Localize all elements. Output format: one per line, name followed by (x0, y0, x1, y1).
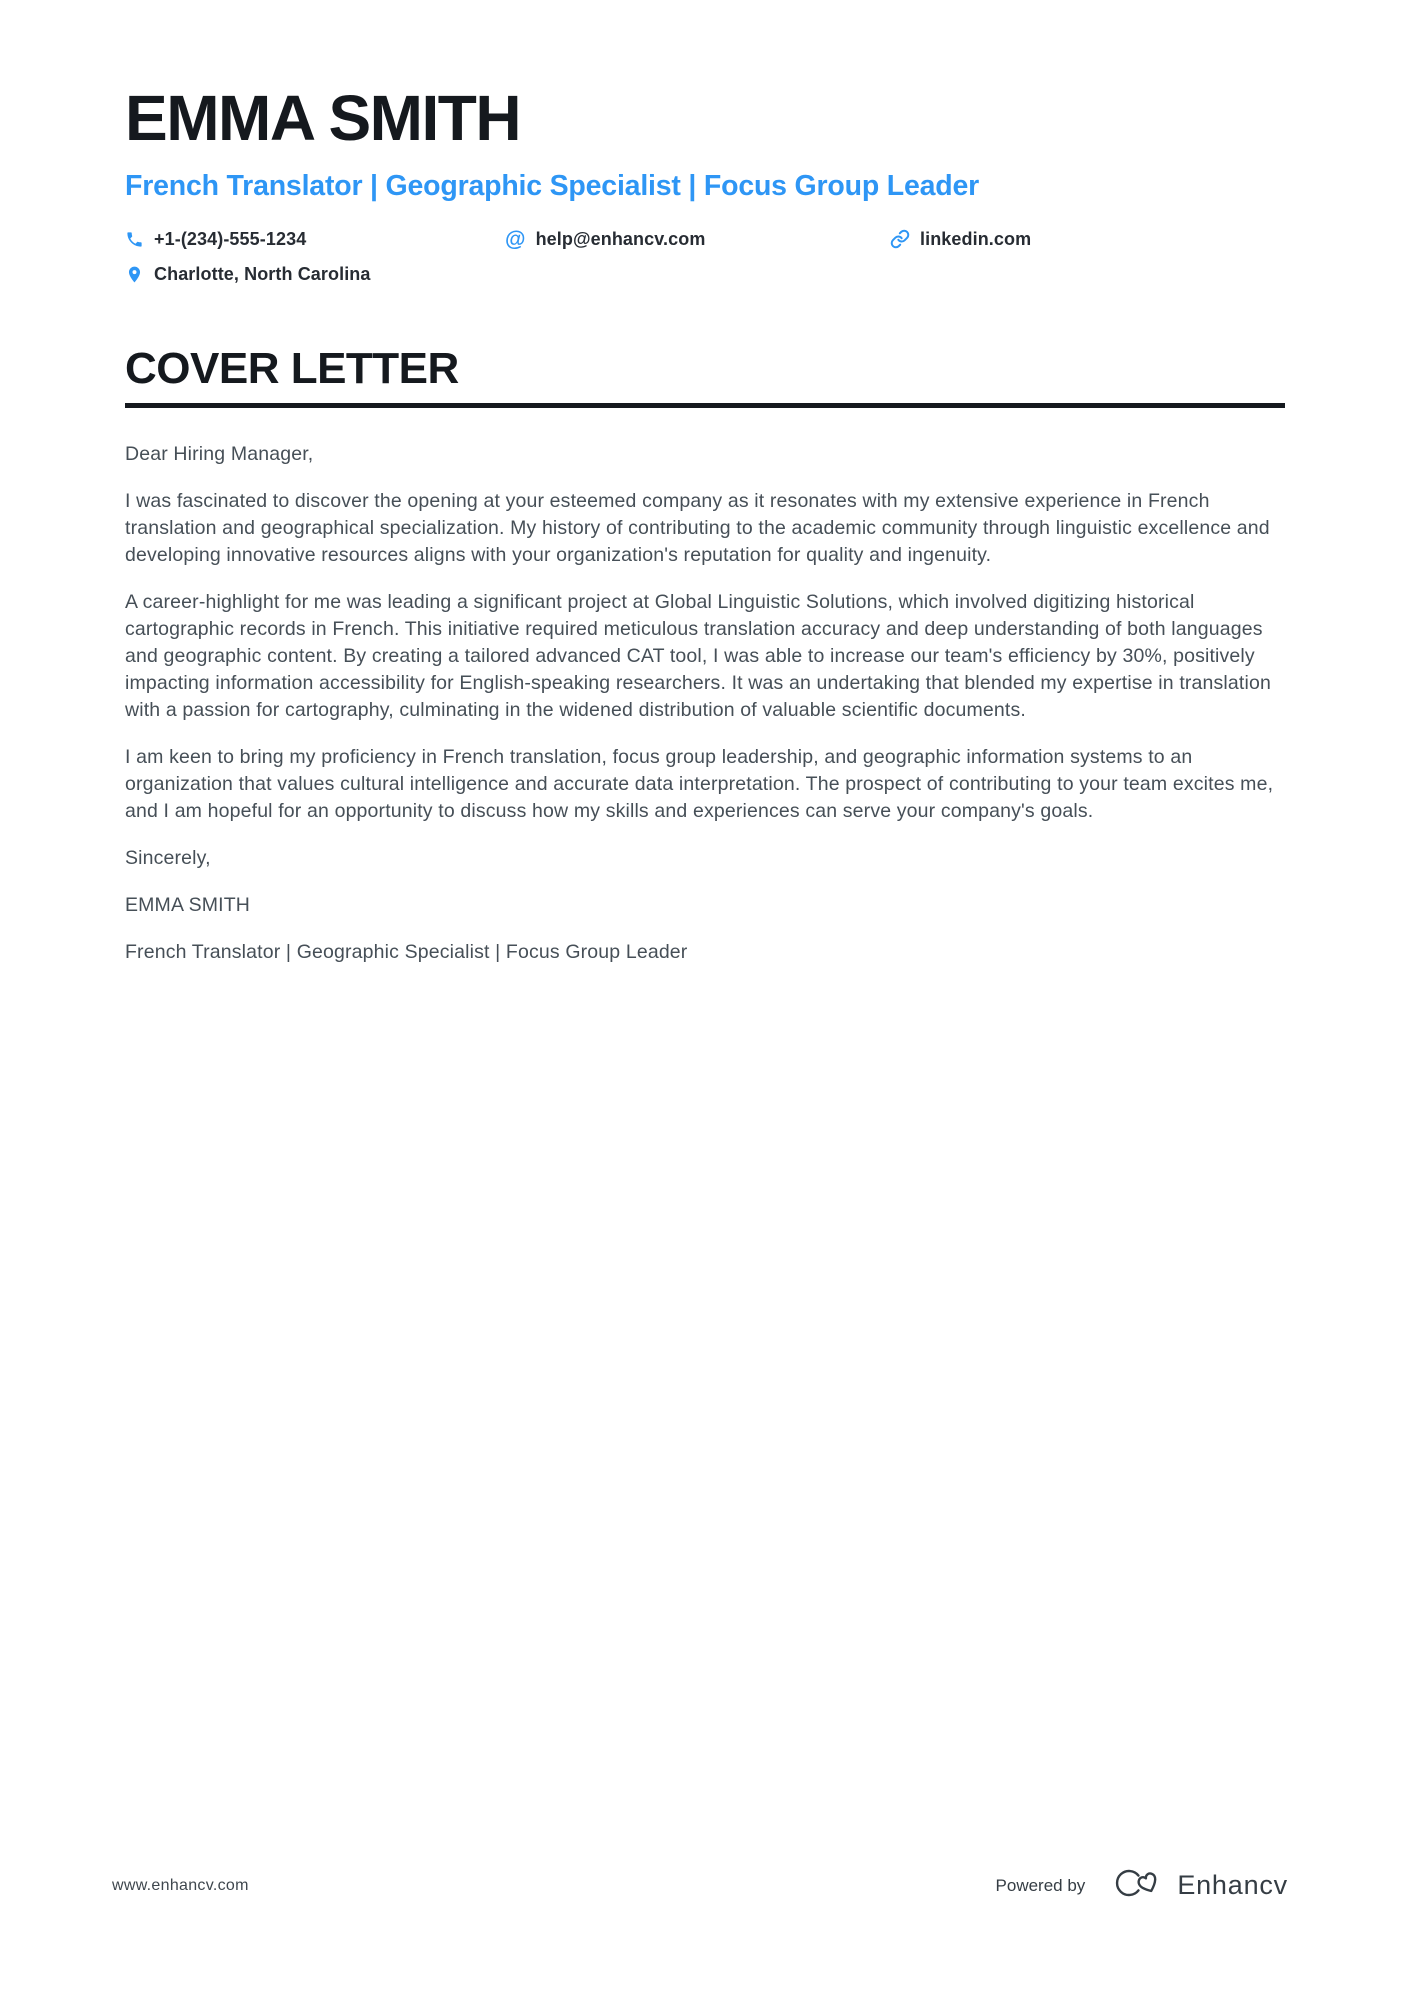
location-pin-icon (125, 265, 144, 284)
contact-phone (125, 229, 505, 250)
letter-paragraph: A career-highlight for me was leading a significant project at Global Linguistic Solutions, which involved digitizing historical cartographic records in French. This initiative required meticulous translation accuracy and deep understanding of both languages and geographic content. By creating a tailored advanced CAT tool, I was able to increase our team's efficiency by 30%, positively impacting information accessibility for English-speaking researchers. It was an undertaking that blended my expertise in translation with a passion for cartography, culminating in the widened distribution of valuable scientific documents. (125, 590, 1271, 721)
contact-location (125, 264, 505, 285)
phone-icon (125, 230, 144, 249)
letter-paragraph: I was fascinated to discover the opening at your esteemed company as it resonates with my extensive experience in French translation and geographical specialization. My history of contributing to the academic community through linguistic excellence and developing innovative resources aligns with your organization's reputation for quality and ingenuity. (125, 489, 1270, 566)
page-footer (112, 1864, 1288, 1907)
letter-closing: Sincerely, (125, 846, 211, 869)
link-icon (890, 229, 910, 249)
contact-email-text[interactable]: help@enhancv.com (535, 228, 706, 249)
signature-name: EMMA SMITH (125, 893, 251, 916)
letter-salutation: Dear Hiring Manager, (125, 442, 314, 465)
contact-link-text[interactable]: linkedin.com (920, 228, 1032, 249)
contact-link[interactable] (890, 229, 1285, 250)
powered-by-label: Powered by (995, 1875, 1086, 1895)
person-name: EMMA SMITH (125, 82, 521, 154)
resume-header (125, 82, 1285, 285)
person-title: French Translator | Geographic Specialist | Focus Group Leader (125, 170, 980, 202)
section-heading: COVER LETTER (125, 347, 1285, 408)
contact-location-text: Charlotte, North Carolina (154, 263, 371, 284)
enhancv-logo-icon (1113, 1864, 1163, 1907)
letter-body (125, 441, 1285, 966)
at-icon: @ (505, 227, 526, 251)
powered-by (996, 1864, 1288, 1907)
letter-paragraph: I am keen to bring my proficiency in French translation, focus group leadership, and geographic information systems to an organization that values cultural intelligence and accurate data interpretation. The prospect of contributing to your team excites me, and I am hopeful for an opportunity to discuss how my skills and experiences can serve your company's goals. (125, 745, 1274, 822)
contact-info (125, 229, 1285, 285)
contact-email[interactable] (505, 229, 890, 250)
cover-letter-section (125, 343, 1285, 966)
footer-website-link[interactable]: www.enhancv.com (112, 1876, 249, 1894)
signature-title: French Translator | Geographic Specialist | Focus Group Leader (125, 940, 688, 963)
enhancv-brand-wordmark[interactable]: Enhancv (1177, 1870, 1288, 1900)
contact-phone-text: +1-(234)-555-1234 (154, 228, 307, 249)
